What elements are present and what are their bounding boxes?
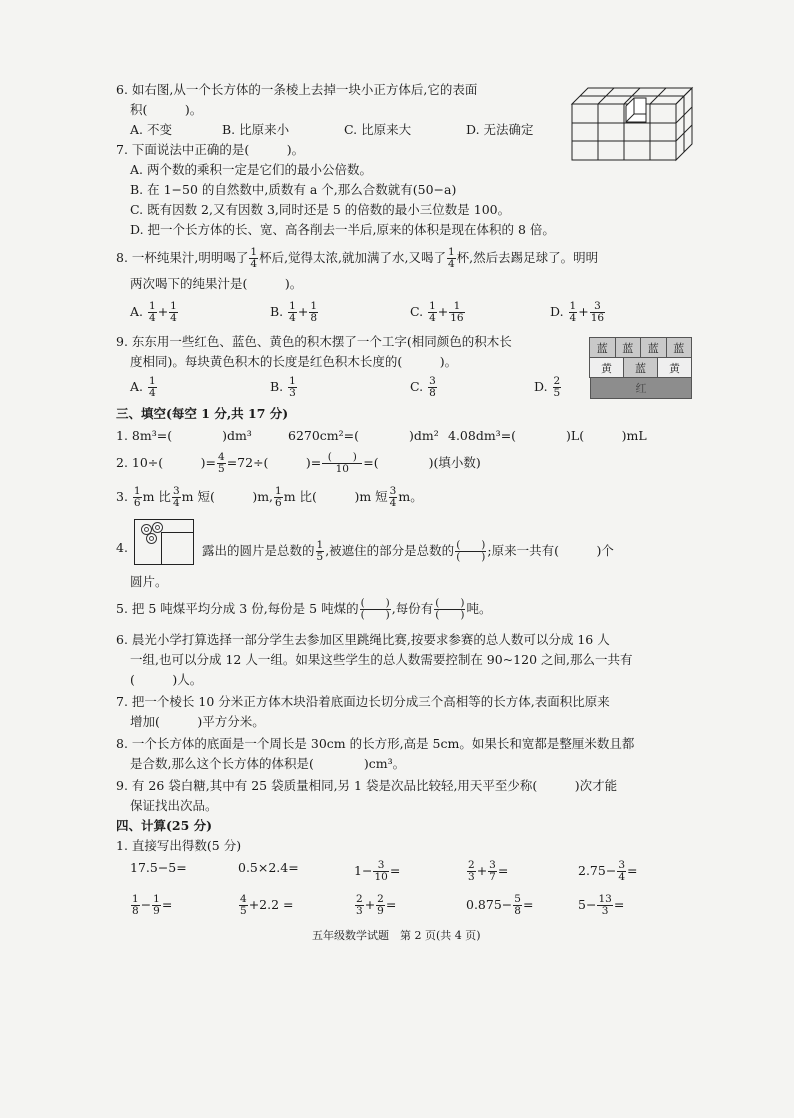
- q9-option-a: A. $\frac{1}{4}$: [130, 375, 156, 399]
- calc-r1-e: 2.75− $\frac{3}{4}$ =: [578, 859, 638, 883]
- coins-box-figure: [134, 519, 194, 565]
- fill1-a: 1. 8m³=( )dm³: [116, 428, 252, 443]
- fill4-line1: 露出的圆片是总数的 $\frac{1}{5}$ ,被遮住的部分是总数的 ( ) ( ) ;原来一共有( )个: [202, 539, 614, 563]
- calc-r2-e: 5− $\frac{13}{3}$ =: [578, 893, 625, 917]
- fill9-line2: 保证找出次品。: [130, 798, 218, 813]
- q9-line1: 9. 东东用一些红色、蓝色、黄色的积木摆了一个工字(相同颜色的积木长: [116, 334, 512, 349]
- q7-option-b: B. 在 1−50 的自然数中,质数有 a 个,那么合数就有(50−a): [130, 182, 457, 197]
- fill2: 2. 10÷( )= $\frac{4}{5}$ =72÷( )= ( ) 10 =( )(填小数): [116, 451, 481, 475]
- yellow-block: 黄: [589, 357, 624, 378]
- calc-r2-b: $\frac{4}{5}$ +2.2 =: [240, 893, 294, 917]
- q9-line2: 度相同)。每块黄色积木的长度是红色积木长度的( )。: [130, 354, 458, 369]
- calc-r2-c: $\frac{2}{3}$ + $\frac{2}{9}$ =: [356, 893, 397, 917]
- fill9-line1: 9. 有 26 袋白糖,其中有 25 袋质量相同,另 1 袋是次品比较轻,用天平至少称( )次才能: [116, 778, 618, 793]
- q6-option-d: D. 无法确定: [466, 122, 534, 137]
- calc1-subtitle: 1. 直接写出得数(5 分): [116, 838, 242, 853]
- calc-r2-d: 0.875− $\frac{5}{8}$ =: [466, 893, 534, 917]
- fill6-line1: 6. 晨光小学打算选择一部分学生去参加区里跳绳比赛,按要求参赛的总人数可以分成 16 人: [116, 632, 610, 647]
- page-footer: 五年级数学试题 第 2 页(共 4 页): [312, 929, 481, 942]
- q8-option-a: A. $\frac{1}{4}$ + $\frac{1}{4}$: [130, 300, 177, 324]
- blue-block: 蓝: [666, 337, 693, 358]
- coin-icon: [146, 533, 157, 544]
- calc-r2-a: $\frac{1}{8}$ − $\frac{1}{9}$ =: [132, 893, 173, 917]
- fill3: 3. $\frac{1}{6}$ m 比 $\frac{3}{4}$ m 短( )m, $\frac{1}{6}$ m 比( )m 短 $\frac{3}{4}$ m。: [116, 485, 423, 509]
- block-figure: [590, 338, 692, 399]
- fill1-b: 6270cm²=( )dm²: [288, 428, 439, 443]
- q9-option-c: C. $\frac{3}{8}$: [410, 375, 436, 399]
- red-block: 红: [590, 377, 692, 399]
- calc-r1-b: 0.5×2.4=: [238, 860, 299, 875]
- q6-line2: 积( )。: [130, 102, 203, 117]
- cuboid-figure: [570, 84, 694, 164]
- fill8-line1: 8. 一个长方体的底面是一个周长是 30cm 的长方形,高是 5cm。如果长和宽都是整厘米数且都: [116, 736, 635, 751]
- blue-block: 蓝: [589, 337, 616, 358]
- q6-line1: 6. 如右图,从一个长方体的一条棱上去掉一块小正方体后,它的表面: [116, 82, 478, 97]
- q9-option-b: B. $\frac{1}{3}$: [270, 375, 296, 399]
- q8-line2: 两次喝下的纯果汁是( )。: [130, 276, 303, 291]
- fill7-line1: 7. 把一个棱长 10 分米正方体木块沿着底面边长切分成三个高相等的长方体,表面积比原来: [116, 694, 610, 709]
- yellow-block: 黄: [657, 357, 692, 378]
- q6-option-b: B. 比原来小: [222, 122, 290, 137]
- fill6-line2: 一组,也可以分成 12 人一组。如果这些学生的总人数需要控制在 90~120 之间,那么一共有: [130, 652, 633, 667]
- q8-option-b: B. $\frac{1}{4}$ + $\frac{1}{8}$: [270, 300, 318, 324]
- q7-option-a: A. 两个数的乘积一定是它们的最小公倍数。: [130, 162, 372, 177]
- cover-box: [161, 532, 193, 564]
- calc-r1-a: 17.5−5=: [130, 860, 187, 875]
- calc-r1-d: $\frac{2}{3}$ + $\frac{3}{7}$ =: [468, 859, 509, 883]
- fill8-line2: 是合数,那么这个长方体的体积是( )cm³。: [130, 756, 406, 771]
- q8-option-c: C. $\frac{1}{4}$ + $\frac{1}{16}$: [410, 300, 464, 324]
- blue-block: 蓝: [615, 337, 642, 358]
- fill4-line2: 圆片。: [130, 574, 168, 589]
- q6-option-c: C. 比原来大: [344, 122, 412, 137]
- calc-r1-c: 1− $\frac{3}{10}$ =: [354, 859, 401, 883]
- q8-option-d: D. $\frac{1}{4}$ + $\frac{3}{16}$: [550, 300, 605, 324]
- fill5: 5. 把 5 吨煤平均分成 3 份,每份是 5 吨煤的 ( ) ( ) ,每份有 ( ) ( ) 吨。: [116, 597, 492, 621]
- section3-title: 三、填空(每空 1 分,共 17 分): [116, 406, 289, 421]
- q9-option-d: D. $\frac{2}{5}$: [534, 375, 561, 399]
- blue-block: 蓝: [640, 337, 667, 358]
- fill7-line2: 增加( )平方分米。: [130, 714, 265, 729]
- q7-stem: 7. 下面说法中正确的是( )。: [116, 142, 305, 157]
- fill1-c: 4.08dm³=( )L( )mL: [448, 428, 647, 443]
- q6-option-a: A. 不变: [130, 122, 172, 137]
- q7-option-c: C. 既有因数 2,又有因数 3,同时还是 5 的倍数的最小三位数是 100。: [130, 202, 511, 217]
- blue-block: 蓝: [623, 357, 658, 378]
- fill4-number: 4.: [116, 540, 128, 555]
- fill6-line3: ( )人。: [130, 672, 203, 687]
- section4-title: 四、计算(25 分): [116, 818, 213, 833]
- q7-option-d: D. 把一个长方体的长、宽、高各削去一半后,原来的体积是现在体积的 8 倍。: [130, 222, 555, 237]
- q8-line1: 8. 一杯纯果汁,明明喝了 $\frac{1}{4}$ 杯后,觉得太浓,就加满了水,又喝了 $\frac{1}{4}$ 杯,然后去踢足球了。明明: [116, 246, 599, 270]
